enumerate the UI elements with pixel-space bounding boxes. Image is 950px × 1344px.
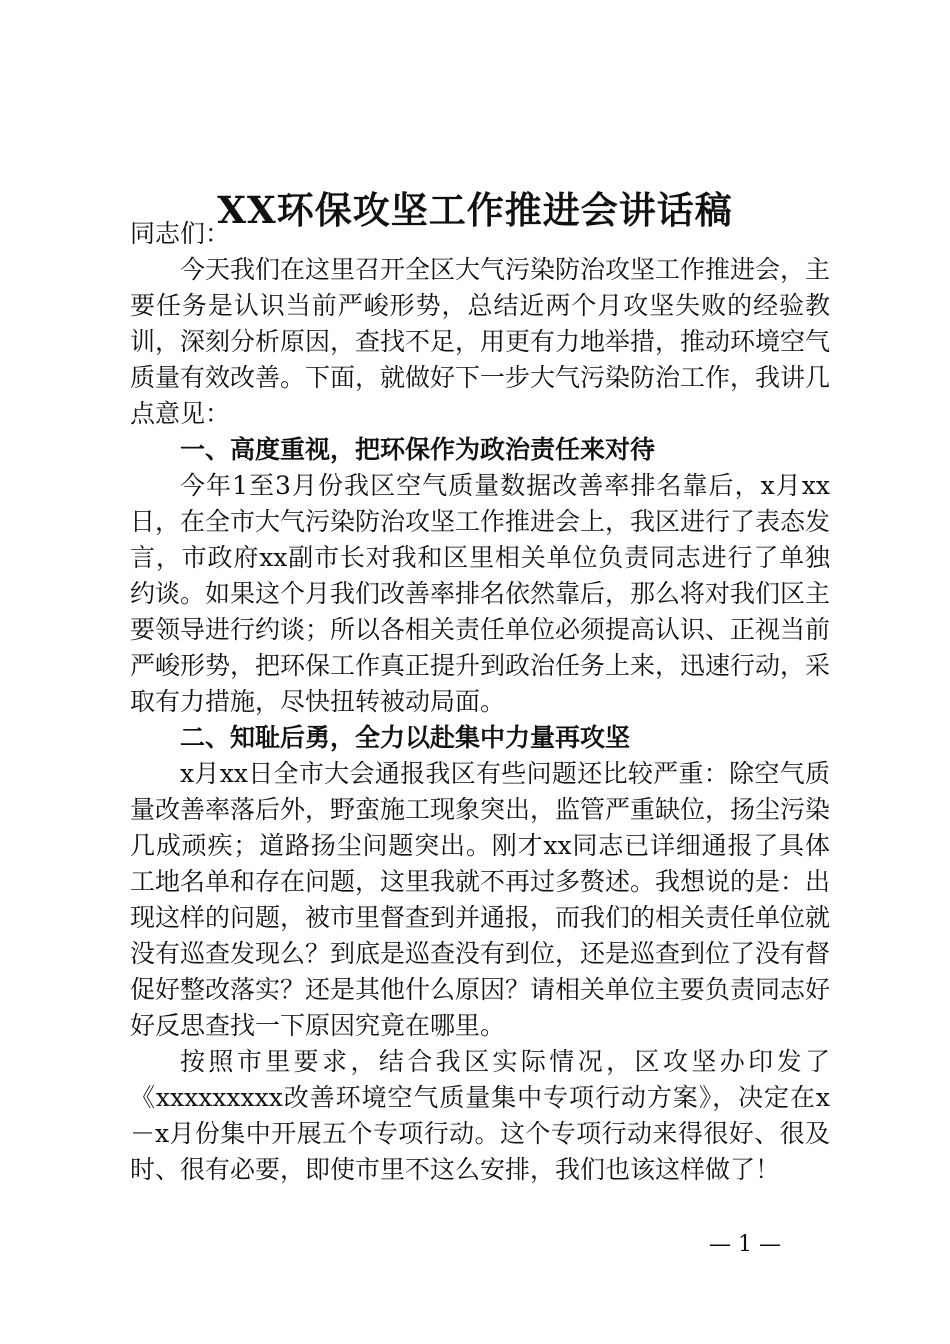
paragraph-section-2b: 按照市里要求，结合我区实际情况，区攻坚办印发了《xxxxxxxxx改善环境空气质量集中专项行动方案》，决定在x－x月份集中开展五个专项行动。这个专项行动来得很好、很及时、很有必要，即使市里不这么安排，我们也该这样做了！ — [130, 1047, 830, 1184]
paragraph-section-1: 今年1至3月份我区空气质量数据改善率排名靠后，x月xx日，在全市大气污染防治攻坚工作推进会上，我区进行了表态发言，市政府xx副市长对我和区里相关单位负责同志进行了单独约谈。如果这个月我们改善率排名依然靠后，那么将对我们区主要领导进行约谈；所以各相关责任单位必须提高认识、正视当前严峻形势，把环保工作真正提升到政治任务上来，迅速行动，采取有力措施，尽快扭转被动局面。 — [130, 471, 831, 716]
section-heading-1: 一、高度重视，把环保作为政治责任来对待 — [180, 435, 656, 464]
salutation: 同志们： — [130, 219, 231, 248]
paragraph-section-2a: x月xx日全市大会通报我区有些问题还比较严重：除空气质量改善率落后外，野蛮施工现象突出，监管严重缺位，扬尘污染几成顽疾；道路扬尘问题突出。刚才xx同志已详细通报了具体工地名单和存在问题，这里我就不再过多赘述。我想说的是：出现这样的问题，被市里督查到并通报，而我们的相关责任单位就没有巡查发现么？到底是巡查没有到位，还是巡查到位了没有督促好整改落实？还是其他什么原因？请相关单位主要负责同志好好反思查找一下原因究竟在哪里。 — [130, 759, 831, 1040]
document-title: XX环保攻坚工作推进会讲话稿 — [217, 188, 733, 232]
section-heading-2: 二、知耻后勇，全力以赴集中力量再攻坚 — [180, 723, 631, 752]
document-body — [130, 216, 830, 1188]
page-number: — 1 — — [709, 1232, 781, 1257]
paragraph-intro: 今天我们在这里召开全区大气污染防治攻坚工作推进会，主要任务是认识当前严峻形势，总结近两个月攻坚失败的经验教训，深刻分析原因，查找不足，用更有力地举措，推动环境空气质量有效改善。下面，就做好下一步大气污染防治工作，我讲几点意见： — [130, 255, 831, 428]
